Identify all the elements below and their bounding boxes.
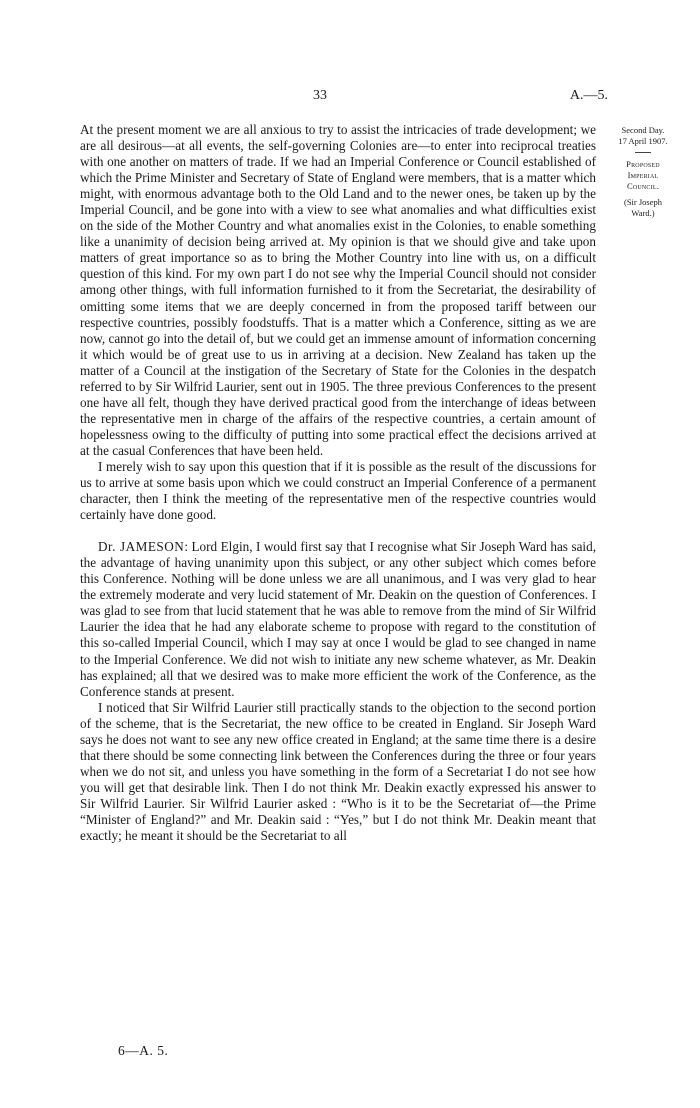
margin-topic-line-3: Council. bbox=[626, 181, 660, 191]
paragraph-3-text: : Lord Elgin, I would first say that I recognise what Sir Joseph Ward has said, the advantage of having unanimity upon this subject, or any other subject which comes before this Conference. Nothing will be done unless we are all unanimous, and I was very glad to hear the extremely moderate and very lucid statement of Mr. Deakin on the question of Conferences. I was glad to see from that lucid statement that he was able to remove from the mind of Sir Wilfrid Laurier the idea that he had any elaborate scheme to propose with regard to the constitution of this so-called Imperial Council, which I may say at once I would be glad to see changed in name to the Imperial Conference. We did not wish to initiate any new scheme whatever, as Mr. Deakin has explained; all that we desired was to make more efficient the work of the Conference, as the Conference stands at present. bbox=[80, 539, 596, 699]
body-text bbox=[80, 122, 596, 844]
speaker-name: Dr. JAMESON bbox=[98, 539, 185, 555]
margin-divider bbox=[635, 152, 651, 153]
page-reference: A.—5. bbox=[569, 88, 608, 103]
paragraph-1: At the present moment we are all anxious to try to assist the intricacies of trade development; we are all desirous—at all events, the self-governing Colonies are—to enter into reciprocal treaties with one another on matters of trade. If we had an Imperial Conference or Council established of which the Prime Minister and Secretary of State of England were members, that is a matter which might, with enormous advantage both to the Old Land and to the newer ones, be taken up by the Imperial Council, and be gone into with a view to see what anomalies and what difficulties exist on the side of the Mother Country and what anomalies exist in the Colonies, to enable something like a unanimity of decision being arrived at. My opinion is that we should give and take upon matters of great importance so as to bring the Mother Country into line with us, on a difficult question of this kind. For my own part I do not see why the Imperial Council should not consider among other things, with full information furnished to it from the Secretariat, the desirability of omitting some items that we are deeply concerned in from the proposed tariff between our respective countries, possibly foodstuffs. That is a matter which a Conference, sitting as we are now, cannot go into the detail of, but we could get an immense amount of information concerning it which would be of great use to us in arriving at a decision. New Zealand has taken up the matter of a Council at the instigation of the Secretary of State for the Colonies in the despatch referred to by Sir Wilfrid Laurier, sent out in 1905. The three previous Conferences to the present one have all felt, though they have derived practical good from the interchange of ideas between the representative men in charge of the affairs of the respective countries, a certain amount of hopelessness owing to the difficulty of putting into some practical effect the decisions arrived at at the casual Conferences that have been held. bbox=[80, 122, 596, 458]
margin-day: Second Day. bbox=[621, 125, 665, 135]
paragraph-3 bbox=[80, 539, 596, 699]
margin-topic-line-1: Proposed bbox=[626, 159, 660, 169]
paragraph-4: I noticed that Sir Wilfrid Laurier still practically stands to the objection to the second portion of the scheme, that is the Secretariat, the new office to be created in England. Sir Joseph Ward says he does not want to see any new office created in England; at the same time there is a desire that there should be some connecting link between the Conferences during the three or four years when we do not sit, and unless you have something in the form of a Secretariat I do not see how you will get that desirable link. Then I do not think Mr. Deakin exactly expressed his answer to Sir Wilfrid Laurier. Sir Wilfrid Laurier asked : “Who is it to be the Secretariat of—the Prime “Minister of England?” and Mr. Deakin said : “Yes,” but I do not think Mr. Deakin meant that exactly; he meant it should be the Secretariat to all bbox=[80, 699, 596, 844]
margin-note bbox=[607, 125, 679, 219]
margin-date: 17 April 1907. bbox=[618, 136, 668, 146]
margin-speaker-line-2: Ward.) bbox=[631, 208, 655, 218]
margin-speaker-line-1: (Sir Joseph bbox=[623, 197, 662, 207]
page-number: 33 bbox=[313, 88, 327, 103]
printer-signature: 6—A. 5. bbox=[118, 1043, 169, 1058]
margin-topic-line-2: Imperial bbox=[627, 170, 659, 180]
paragraph-2: I merely wish to say upon this question that if it is possible as the result of the discussions for us to arrive at some basis upon which we could construct an Imperial Conference of a permanent character, then I think the meeting of the representative men of the respective countries would certainly have done good. bbox=[80, 458, 596, 523]
